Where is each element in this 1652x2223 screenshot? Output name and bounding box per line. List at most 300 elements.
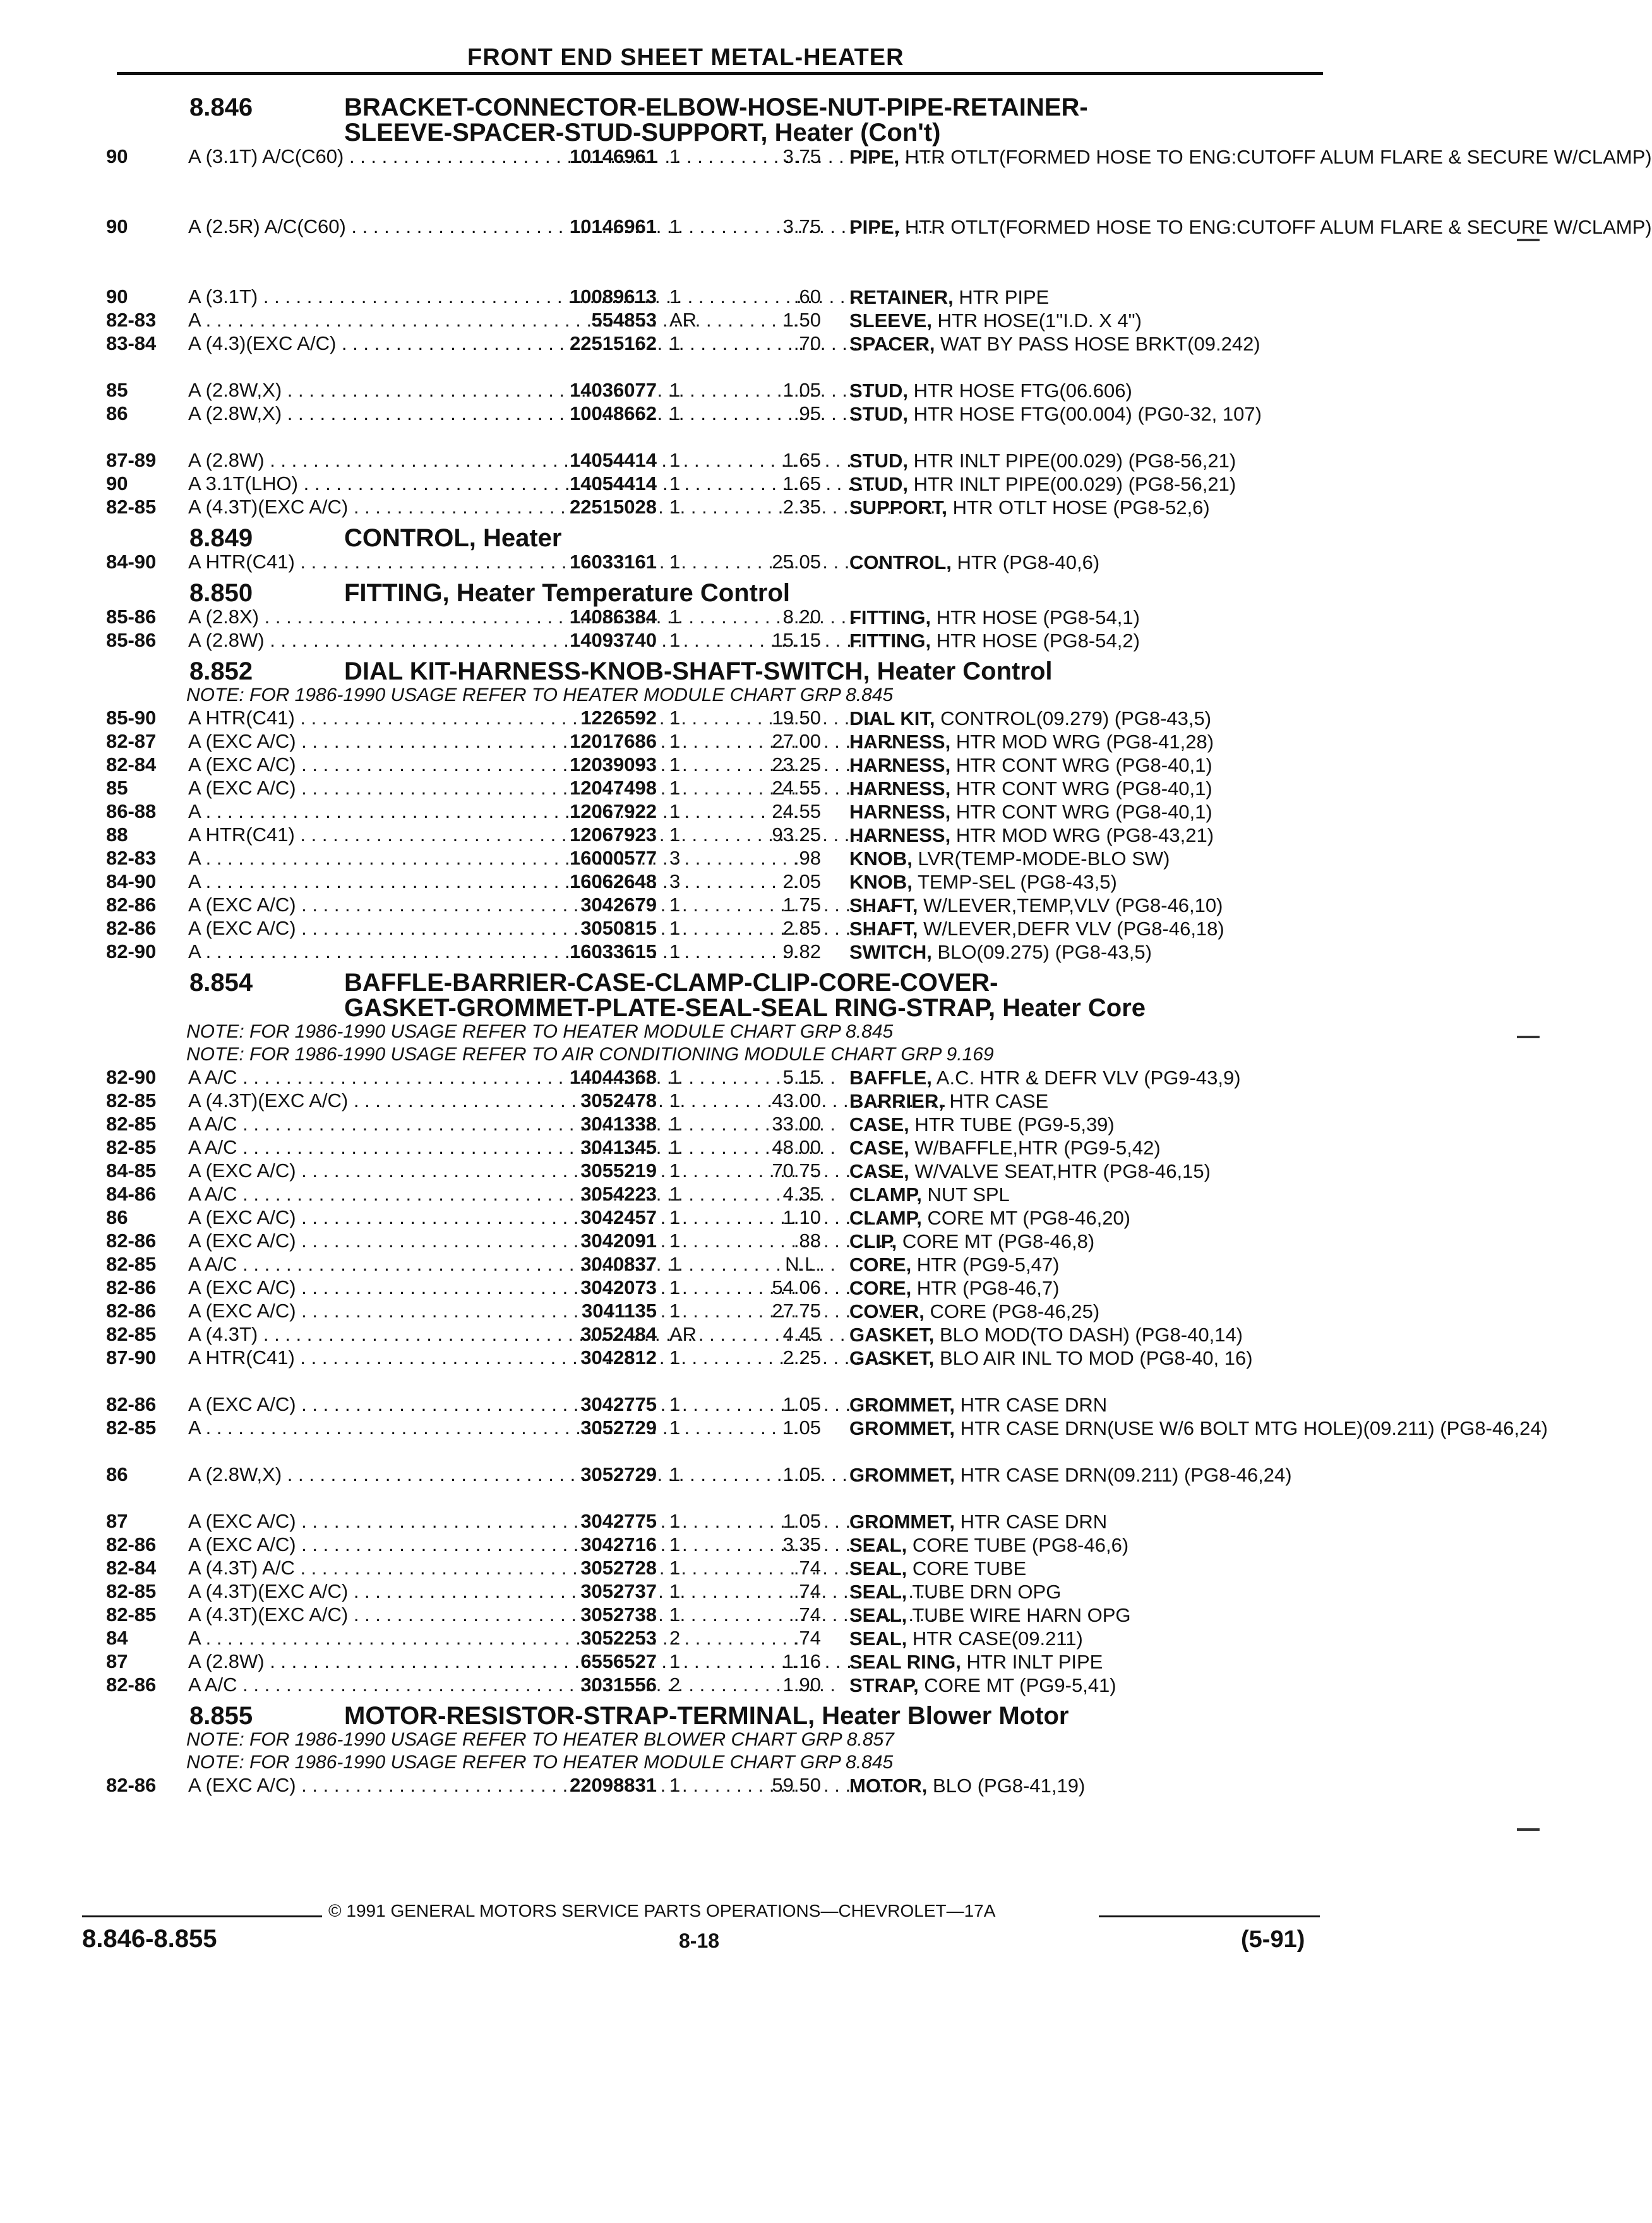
section-heading <box>0 580 1596 606</box>
part-description <box>849 1510 1317 1533</box>
part-description <box>849 1089 1317 1113</box>
part-row <box>0 1066 1596 1089</box>
part-description <box>849 1276 1317 1300</box>
application: A . . . <box>188 870 523 893</box>
margin-mark <box>1517 239 1540 241</box>
part-name: BAFFLE, <box>849 1067 932 1089</box>
part-detail: HTR CASE DRN <box>955 1511 1108 1533</box>
part-name: STUD, <box>849 380 908 402</box>
part-name: FITTING, <box>849 606 931 628</box>
part-number: 3052253 <box>580 1627 657 1649</box>
part-row <box>0 379 1596 402</box>
part-detail: W/LEVER,DEFR VLV (PG8-46,18) <box>918 918 1224 940</box>
application: A (EXC A/C) . . . <box>188 753 523 776</box>
part-name: BARRIER, <box>849 1090 944 1112</box>
part-name: GROMMET, <box>849 1464 955 1486</box>
model-years: 85-86 <box>106 629 157 651</box>
part-row <box>0 145 1652 215</box>
list-price: 8.20 <box>782 606 821 628</box>
part-name: GASKET, <box>849 1347 935 1369</box>
part-number: 16062648 <box>570 870 657 892</box>
part-row <box>0 1774 1596 1797</box>
model-years: 87 <box>106 1650 128 1672</box>
part-detail: HTR HOSE (PG8-54,1) <box>931 606 1140 628</box>
quantity: 1 <box>669 1300 681 1322</box>
part-description <box>849 606 1317 629</box>
part-detail: CORE MT (PG9-5,41) <box>918 1674 1116 1696</box>
model-years: 85 <box>106 777 128 799</box>
application: A (2.8W,X) . . . <box>188 402 523 425</box>
quantity: 1 <box>669 1276 681 1298</box>
list-price: 1.90 <box>782 1674 821 1696</box>
part-row <box>0 1463 1596 1510</box>
application: A HTR(C41) . . . <box>188 707 523 729</box>
application: A A/C . . . <box>188 1066 523 1089</box>
application: A (EXC A/C) . . . <box>188 894 523 916</box>
list-price: 1.05 <box>782 1417 821 1439</box>
application: A HTR(C41) . . . <box>188 551 523 573</box>
quantity: 1 <box>669 1393 681 1415</box>
part-description <box>849 894 1317 917</box>
section-title: BRACKET-CONNECTOR-ELBOW-HOSE-NUT-PIPE-RETAINER- SLEEVE-SPACER-STUD-SUPPORT, Heater (Con't) <box>344 93 1088 147</box>
quantity: 3 <box>669 870 681 892</box>
part-detail: HTR OTLT(FORMED HOSE TO ENG:CUTOFF ALUM FLARE & SECURE W/CLAMP) <box>899 216 1652 238</box>
list-price: 3.75 <box>782 145 821 167</box>
quantity: 1 <box>669 1580 681 1602</box>
footer-rule-right <box>1099 1915 1320 1917</box>
part-row <box>0 472 1596 496</box>
part-description <box>849 379 1317 402</box>
quantity: AR <box>669 309 697 331</box>
application: A . . . <box>188 800 523 823</box>
list-price: 9.82 <box>782 940 821 962</box>
part-number: 3042091 <box>580 1230 657 1252</box>
quantity: 1 <box>669 1113 681 1135</box>
catalog-section <box>0 580 1596 652</box>
application: A (2.8W) . . . <box>188 1650 523 1673</box>
part-number: 12067922 <box>570 800 657 822</box>
part-number: 3040837 <box>580 1253 657 1275</box>
application: A (2.8W,X) . . . <box>188 1463 523 1486</box>
section-heading <box>0 970 1596 1021</box>
part-number: 3052737 <box>580 1580 657 1602</box>
part-number: 3042775 <box>580 1393 657 1415</box>
part-number: 3052478 <box>580 1089 657 1112</box>
list-price: 1.16 <box>782 1650 821 1672</box>
part-number: 3055219 <box>580 1159 657 1182</box>
part-number: 3042716 <box>580 1533 657 1555</box>
part-detail: HTR INLT PIPE <box>961 1651 1103 1673</box>
section-heading <box>0 659 1596 684</box>
section-title: DIAL KIT-HARNESS-KNOB-SHAFT-SWITCH, Heater Control <box>344 657 1053 685</box>
list-price: .74 <box>793 1557 821 1579</box>
list-price: .98 <box>793 847 821 869</box>
part-description <box>849 472 1317 496</box>
part-detail: BLO AIR INL TO MOD (PG8-40, 16) <box>934 1347 1253 1369</box>
model-years: 86 <box>106 1206 128 1228</box>
model-years: 85 <box>106 379 128 401</box>
catalog-section <box>0 93 1652 519</box>
part-number: 3052728 <box>580 1557 657 1579</box>
model-years: 90 <box>106 145 128 167</box>
section-title: BAFFLE-BARRIER-CASE-CLAMP-CLIP-CORE-COVER- GASKET-GROMMET-PLATE-SEAL-SEAL RING-STRAP, Heater Core <box>344 969 1146 1022</box>
part-row <box>0 285 1596 309</box>
part-number: 16033615 <box>570 940 657 962</box>
list-price: 15.15 <box>772 629 821 651</box>
part-name: FITTING, <box>849 630 931 652</box>
application: A A/C . . . <box>188 1253 523 1276</box>
part-row <box>0 606 1596 629</box>
list-price: .74 <box>793 1580 821 1602</box>
margin-mark <box>1517 1828 1540 1831</box>
quantity: 1 <box>669 1463 681 1485</box>
part-name: RETAINER, <box>849 286 954 308</box>
list-price: .70 <box>793 332 821 354</box>
section-title: MOTOR-RESISTOR-STRAP-TERMINAL, Heater Blower Motor <box>344 1702 1069 1730</box>
list-price: 27.00 <box>772 730 821 752</box>
part-number: 554853 <box>591 309 657 331</box>
model-years: 90 <box>106 285 128 308</box>
model-years: 84-86 <box>106 1183 157 1205</box>
list-price: 1.05 <box>782 1510 821 1532</box>
part-number: 1226592 <box>580 707 657 729</box>
part-name: CONTROL, <box>849 551 952 573</box>
part-description <box>849 800 1317 824</box>
part-name: SHAFT, <box>849 894 918 916</box>
quantity: 1 <box>669 1533 681 1555</box>
part-name: STUD, <box>849 473 908 495</box>
part-row <box>0 1674 1596 1697</box>
quantity: 2 <box>669 1627 681 1649</box>
part-name: GROMMET, <box>849 1394 955 1416</box>
quantity: 1 <box>669 1159 681 1182</box>
part-description <box>849 1774 1317 1797</box>
list-price: .74 <box>793 1627 821 1649</box>
application: A (EXC A/C) . . . <box>188 1774 523 1797</box>
part-name: HARNESS, <box>849 801 951 823</box>
margin-mark <box>1517 1036 1540 1038</box>
application: A HTR(C41) . . . <box>188 824 523 846</box>
section-title: CONTROL, Heater <box>344 524 562 552</box>
part-name: PIPE, <box>849 216 900 238</box>
quantity: 1 <box>669 1253 681 1275</box>
list-price: 2.25 <box>782 1346 821 1369</box>
list-price: 2.85 <box>782 917 821 939</box>
list-price: .60 <box>793 285 821 308</box>
part-row <box>0 1603 1596 1627</box>
part-detail: HTR HOSE (PG8-54,2) <box>931 630 1140 652</box>
model-years: 82-85 <box>106 1580 157 1602</box>
model-years: 87-89 <box>106 449 157 471</box>
part-detail: TUBE WIRE HARN OPG <box>907 1604 1131 1626</box>
part-detail: TUBE DRN OPG <box>907 1581 1062 1603</box>
part-row <box>0 1230 1596 1253</box>
application: A . . . <box>188 940 523 963</box>
list-price: N.L. <box>785 1253 821 1275</box>
part-detail: HTR OTLT HOSE (PG8-52,6) <box>947 496 1210 518</box>
part-description <box>849 917 1317 940</box>
part-number: 3052729 <box>580 1417 657 1439</box>
part-description <box>849 870 1317 894</box>
part-detail: HTR PIPE <box>953 286 1050 308</box>
quantity: 3 <box>669 847 681 869</box>
list-price: 27.75 <box>772 1300 821 1322</box>
part-row <box>0 1557 1596 1580</box>
list-price: 1.05 <box>782 379 821 401</box>
part-detail: CORE (PG8-46,25) <box>924 1300 1100 1322</box>
list-price: 93.25 <box>772 824 821 846</box>
list-price: 43.00 <box>772 1089 821 1112</box>
part-description <box>849 629 1317 652</box>
part-description <box>849 332 1317 356</box>
application: A HTR(C41) . . . <box>188 1346 523 1369</box>
part-row <box>0 1393 1596 1417</box>
part-detail: CORE TUBE <box>907 1557 1027 1579</box>
model-years: 82-85 <box>106 1417 157 1439</box>
part-row <box>0 1183 1596 1206</box>
part-name: SEAL, <box>849 1534 907 1556</box>
application: A (EXC A/C) . . . <box>188 1159 523 1182</box>
part-row <box>0 1136 1596 1159</box>
part-description <box>849 1206 1317 1230</box>
part-description <box>849 402 1317 426</box>
quantity: 1 <box>669 1089 681 1112</box>
part-description <box>849 1603 1317 1627</box>
part-row <box>0 917 1596 940</box>
part-number: 3042073 <box>580 1276 657 1298</box>
part-number: 3052484 <box>580 1323 657 1345</box>
list-price: .74 <box>793 1603 821 1626</box>
quantity: 1 <box>669 1650 681 1672</box>
section-number: 8.854 <box>189 969 253 997</box>
quantity: 1 <box>669 496 681 518</box>
part-description <box>849 1674 1317 1697</box>
part-number: 12017686 <box>570 730 657 752</box>
part-description <box>849 496 1317 519</box>
part-number: 14086384 <box>570 606 657 628</box>
quantity: 1 <box>669 1183 681 1205</box>
part-row <box>0 449 1596 472</box>
list-price: 4.35 <box>782 1183 821 1205</box>
part-name: MOTOR, <box>849 1775 928 1797</box>
part-description <box>849 1557 1317 1580</box>
list-price: 24.55 <box>772 777 821 799</box>
part-description <box>849 1136 1317 1159</box>
model-years: 84-90 <box>106 870 157 892</box>
list-price: .95 <box>793 402 821 424</box>
part-name: PIPE, <box>849 146 900 168</box>
part-description <box>849 1230 1317 1253</box>
part-description <box>849 707 1317 730</box>
part-number: 10146961 <box>570 145 657 167</box>
quantity: 1 <box>669 472 681 494</box>
model-years: 82-86 <box>106 1533 157 1555</box>
quantity: 1 <box>669 285 681 308</box>
section-note: NOTE: FOR 1986-1990 USAGE REFER TO HEATER BLOWER CHART GRP 8.857 <box>186 1729 894 1750</box>
quantity: 1 <box>669 1230 681 1252</box>
part-name: CLAMP, <box>849 1183 922 1206</box>
part-description <box>849 1417 1548 1440</box>
part-row <box>0 496 1596 519</box>
part-description <box>849 285 1317 309</box>
part-row <box>0 1417 1596 1463</box>
list-price: 4.45 <box>782 1323 821 1345</box>
part-row <box>0 1510 1596 1533</box>
model-years: 88 <box>106 824 128 846</box>
model-years: 82-85 <box>106 1253 157 1275</box>
application: A (EXC A/C) . . . <box>188 1393 523 1416</box>
model-years: 82-86 <box>106 1300 157 1322</box>
model-years: 90 <box>106 215 128 237</box>
footer-revision-date: (5-91) <box>1241 1926 1305 1953</box>
part-name: CLAMP, <box>849 1207 922 1229</box>
part-row <box>0 332 1596 379</box>
part-row <box>0 1276 1596 1300</box>
part-description <box>849 730 1317 753</box>
part-description <box>849 309 1317 332</box>
header-rule <box>117 72 1323 75</box>
list-price: 1.50 <box>782 309 821 331</box>
part-detail: TEMP-SEL (PG8-43,5) <box>912 871 1117 893</box>
application: A A/C . . . <box>188 1136 523 1159</box>
part-detail: BLO(09.275) (PG8-43,5) <box>931 941 1152 963</box>
section-number: 8.852 <box>189 657 253 685</box>
application: A A/C . . . <box>188 1113 523 1135</box>
part-number: 12047498 <box>570 777 657 799</box>
part-description <box>849 824 1317 847</box>
quantity: 1 <box>669 1417 681 1439</box>
part-row <box>0 1580 1596 1603</box>
quantity: 1 <box>669 332 681 354</box>
model-years: 82-86 <box>106 1674 157 1696</box>
part-number: 3050815 <box>580 917 657 939</box>
application: A (4.3)(EXC A/C) . . . <box>188 332 523 355</box>
part-row <box>0 1113 1596 1136</box>
part-number: 14054414 <box>570 472 657 494</box>
quantity: 1 <box>669 1774 681 1796</box>
part-row <box>0 629 1596 652</box>
application: A (EXC A/C) . . . <box>188 1206 523 1229</box>
quantity: 1 <box>669 1603 681 1626</box>
model-years: 82-84 <box>106 1557 157 1579</box>
part-name: CASE, <box>849 1137 909 1159</box>
quantity: 1 <box>669 730 681 752</box>
catalog-section <box>0 525 1596 574</box>
quantity: 1 <box>669 1066 681 1088</box>
quantity: 1 <box>669 940 681 962</box>
list-price: 19.50 <box>772 707 821 729</box>
part-name: STRAP, <box>849 1674 919 1696</box>
part-description <box>849 551 1317 574</box>
part-row <box>0 1323 1596 1346</box>
part-number: 14036077 <box>570 379 657 401</box>
part-name: CLIP, <box>849 1230 897 1252</box>
part-row <box>0 1650 1596 1674</box>
part-detail: CONTROL(09.279) (PG8-43,5) <box>935 707 1212 729</box>
application: A (EXC A/C) . . . <box>188 1533 523 1556</box>
model-years: 82-87 <box>106 730 157 752</box>
part-number: 3041135 <box>582 1300 657 1322</box>
quantity: 1 <box>669 753 681 776</box>
part-name: SEAL, <box>849 1557 907 1579</box>
list-price: 25.05 <box>772 551 821 573</box>
model-years: 82-85 <box>106 1136 157 1158</box>
part-number: 22515162 <box>570 332 657 354</box>
list-price: 24.55 <box>772 800 821 822</box>
quantity: 1 <box>669 215 681 237</box>
part-number: 14044368 <box>570 1066 657 1088</box>
part-number: 3042775 <box>580 1510 657 1532</box>
part-name: HARNESS, <box>849 754 951 776</box>
section-number: 8.850 <box>189 579 253 607</box>
part-detail: HTR CASE DRN <box>955 1394 1108 1416</box>
part-detail: HTR CASE DRN(09.211) (PG8-46,24) <box>955 1464 1292 1486</box>
application: A (EXC A/C) . . . <box>188 1510 523 1533</box>
part-detail: NUT SPL <box>921 1183 1010 1206</box>
part-name: STUD, <box>849 403 908 425</box>
part-name: KNOB, <box>849 848 913 870</box>
part-name: GROMMET, <box>849 1511 955 1533</box>
catalog-sections <box>0 88 1652 1797</box>
part-description <box>849 1300 1317 1323</box>
application: A (2.8X) . . . <box>188 606 523 628</box>
quantity: 1 <box>669 1136 681 1158</box>
application: A (3.1T) A/C(C60) . . . <box>188 145 523 168</box>
part-name: SEAL RING, <box>849 1651 961 1673</box>
part-description <box>849 1159 1317 1183</box>
part-name: STUD, <box>849 450 908 472</box>
model-years: 82-86 <box>106 1230 157 1252</box>
part-detail: LVR(TEMP-MODE-BLO SW) <box>912 848 1170 870</box>
part-description <box>849 847 1317 870</box>
quantity: 1 <box>669 777 681 799</box>
model-years: 85-86 <box>106 606 157 628</box>
list-price: 1.65 <box>782 472 821 494</box>
part-name: CASE, <box>849 1113 909 1135</box>
part-detail: CORE TUBE (PG8-46,6) <box>907 1534 1129 1556</box>
part-name: CORE, <box>849 1277 912 1299</box>
model-years: 82-86 <box>106 917 157 939</box>
application: A A/C . . . <box>188 1183 523 1206</box>
quantity: 1 <box>669 1206 681 1228</box>
model-years: 82-86 <box>106 1393 157 1415</box>
model-years: 82-85 <box>106 1113 157 1135</box>
list-price: 1.75 <box>782 894 821 916</box>
part-number: 10089613 <box>570 285 657 308</box>
list-price: .88 <box>793 1230 821 1252</box>
part-row <box>0 551 1596 574</box>
list-price: 70.75 <box>772 1159 821 1182</box>
quantity: 1 <box>669 379 681 401</box>
model-years: 84-90 <box>106 551 157 573</box>
part-description <box>849 1580 1317 1603</box>
part-detail: W/VALVE SEAT,HTR (PG8-46,15) <box>909 1160 1211 1182</box>
section-number: 8.849 <box>189 524 253 552</box>
application: A . . . <box>188 1627 523 1650</box>
section-number: 8.846 <box>189 93 253 121</box>
part-detail: HTR CONT WRG (PG8-40,1) <box>950 777 1212 800</box>
part-row <box>0 1300 1596 1323</box>
list-price: 3.75 <box>782 215 821 237</box>
catalog-section <box>0 970 1596 1697</box>
part-detail: HTR CASE(09.211) <box>907 1627 1083 1650</box>
part-number: 3052738 <box>580 1603 657 1626</box>
part-description <box>849 777 1317 800</box>
section-note: NOTE: FOR 1986-1990 USAGE REFER TO AIR CONDITIONING MODULE CHART GRP 9.169 <box>186 1044 994 1065</box>
part-description <box>849 1323 1317 1346</box>
catalog-section <box>0 1703 1596 1797</box>
part-description <box>849 1533 1317 1557</box>
